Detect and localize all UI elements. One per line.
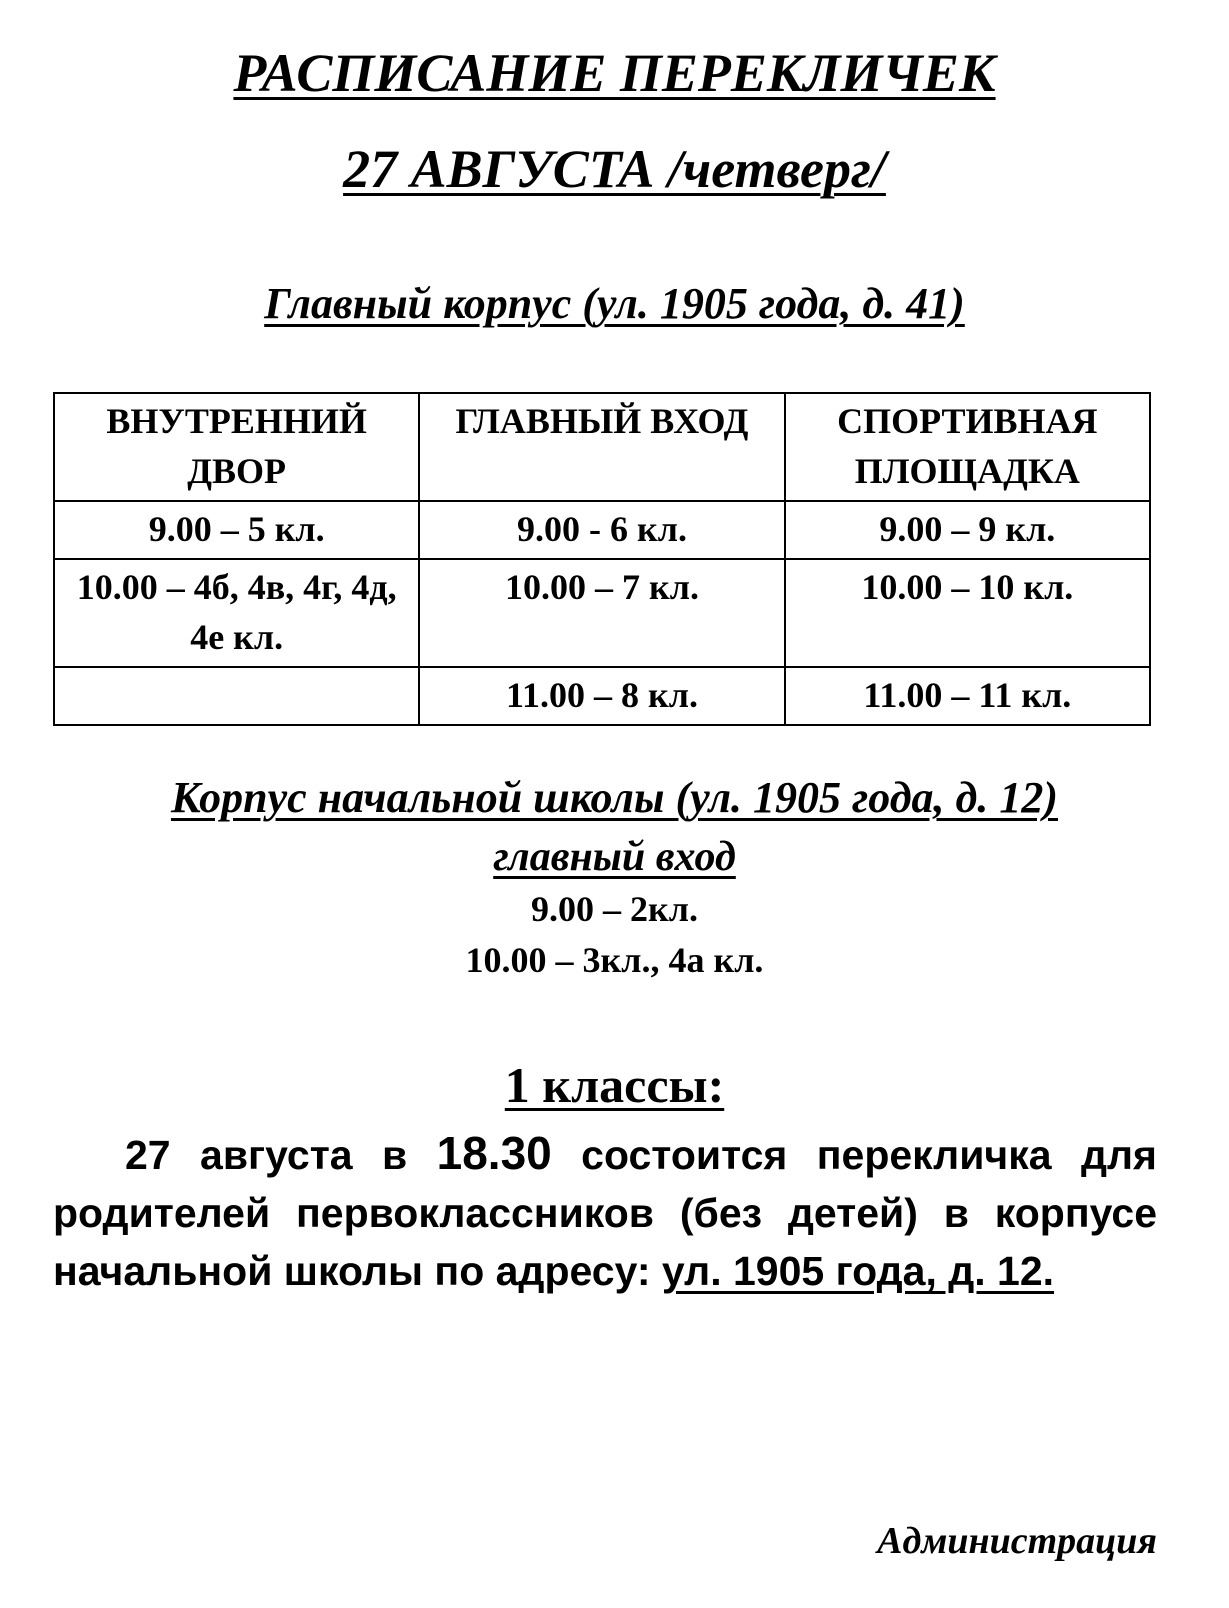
main-building-schedule-table <box>53 392 1151 726</box>
table-row <box>54 667 1150 725</box>
column-header-main-entrance: ГЛАВНЫЙ ВХОД <box>419 393 784 501</box>
table-cell: 11.00 – 11 кл. <box>785 667 1150 725</box>
notice-date: 27 августа в <box>125 1132 408 1178</box>
table-cell: 10.00 – 4б, 4в, 4г, 4д, 4е кл. <box>54 559 419 667</box>
column-header-sports-ground: СПОРТИВНАЯ ПЛОЩАДКА <box>785 393 1150 501</box>
table-cell: 11.00 – 8 кл. <box>419 667 784 725</box>
primary-building-heading: Корпус начальной школы (ул. 1905 года, д. 12) <box>170 773 1059 822</box>
table-header-row <box>54 393 1150 501</box>
table-cell: 9.00 - 6 кл. <box>419 501 784 559</box>
first-grade-heading: 1 классы: <box>504 1057 725 1113</box>
table-row <box>54 559 1150 667</box>
schedule-date: 27 АВГУСТА /четверг/ <box>343 139 886 199</box>
primary-time-slot: 9.00 – 2кл. <box>531 889 698 929</box>
notice-text: состоится перекличка для родителей первоклассников (без детей) в корпусе начальной школы по адресу: <box>53 1132 1157 1294</box>
notice-address: ул. 1905 года, д. 12. <box>661 1248 1055 1294</box>
signature: Администрация <box>877 1520 1157 1562</box>
first-grade-notice <box>53 1124 1157 1300</box>
primary-time-slot: 10.00 – 3кл., 4а кл. <box>465 940 764 980</box>
table-cell: 10.00 – 7 кл. <box>419 559 784 667</box>
notice-time: 18.30 <box>436 1127 552 1179</box>
main-building-heading: Главный корпус (ул. 1905 года, д. 41) <box>264 279 965 328</box>
page-title: РАСПИСАНИЕ ПЕРЕКЛИЧЕК <box>233 43 996 103</box>
table-row <box>54 501 1150 559</box>
primary-entrance-label: главный вход <box>493 834 736 880</box>
column-header-inner-yard: ВНУТРЕННИЙ ДВОР <box>54 393 419 501</box>
table-cell: 10.00 – 10 кл. <box>785 559 1150 667</box>
table-cell: 9.00 – 5 кл. <box>54 501 419 559</box>
table-cell <box>54 667 419 725</box>
table-cell: 9.00 – 9 кл. <box>785 501 1150 559</box>
